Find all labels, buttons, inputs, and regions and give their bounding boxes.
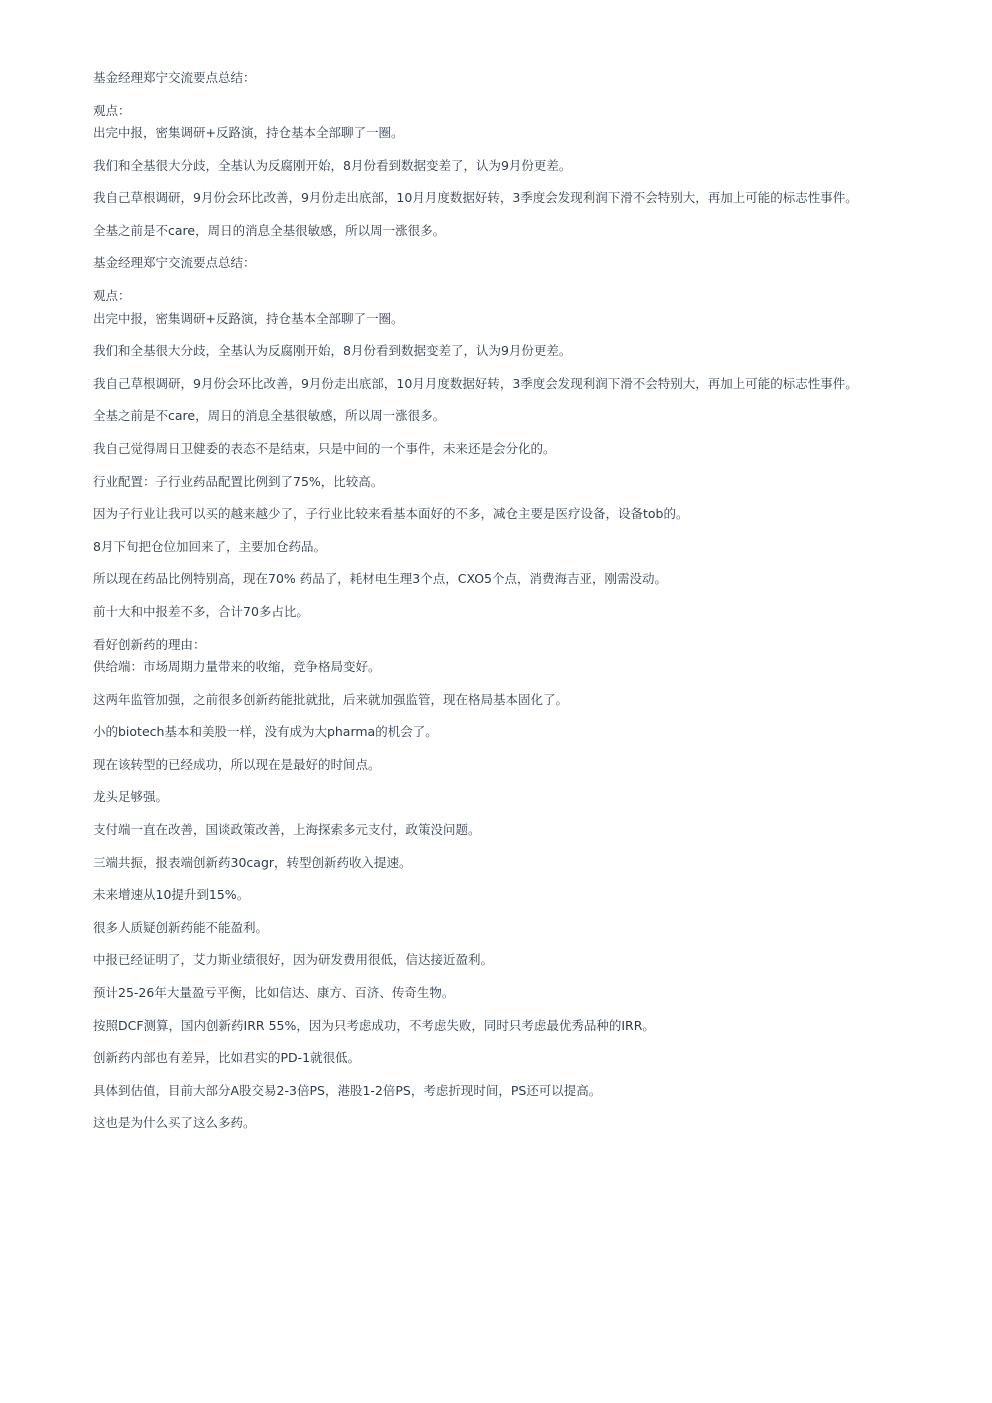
paragraph: 8月下旬把仓位加回来了，主要加仓药品。 [93,538,326,554]
paragraph: 行业配置：子行业药品配置比例到了75%，比较高。 [93,473,384,489]
paragraph: 小的biotech基本和美股一样，没有成为大pharma的机会了。 [93,724,438,740]
paragraph: 创新药内部也有差异，比如君实的PD-1就很低。 [93,1050,361,1066]
paragraph: 基金经理郑宁交流要点总结： [93,70,256,85]
paragraph: 很多人质疑创新药能不能盈利。 [93,919,269,935]
paragraph: 我们和全基很大分歧，全基认为反腐刚开始，8月份看到数据变差了，认为9月份更差。 [93,157,572,173]
paragraph: 未来增速从10提升到15%。 [93,887,250,903]
paragraph: 中报已经证明了，艾力斯业绩很好，因为研发费用很低，信达接近盈利。 [93,952,494,968]
paragraph: 全基之前是不care，周日的消息全基很敏感，所以周一涨很多。 [93,222,446,238]
paragraph: 现在该转型的已经成功，所以现在是最好的时间点。 [93,756,381,772]
paragraph: 观点： [93,288,131,304]
paragraph: 具体到估值，目前大部分A股交易2-3倍PS，港股1-2倍PS，考虑折现时间，PS还可以提高。 [93,1082,602,1098]
paragraph: 我们和全基很大分歧，全基认为反腐刚开始，8月份看到数据变差了，认为9月份更差。 [93,343,572,359]
paragraph: 观点： [93,102,131,118]
paragraph: 预计25-26年大量盈亏平衡，比如信达、康方、百济、传奇生物。 [93,984,455,1000]
paragraph: 我自己草根调研，9月份会环比改善，9月份走出底部，10月月度数据好转，3季度会发现利润下滑不会特别大，再加上可能的标志性事件。 [93,190,858,206]
paragraph: 这也是为什么买了这么多药。 [93,1115,256,1131]
paragraph: 按照DCF测算，国内创新药IRR 55%，因为只考虑成功，不考虑失败，同时只考虑最优秀品种的IRR。 [93,1017,655,1033]
paragraph: 因为子行业让我可以买的越来越少了，子行业比较来看基本面好的不多，减仓主要是医疗设备，设备tob的。 [93,506,689,522]
paragraph: 基金经理郑宁交流要点总结： [93,255,256,271]
paragraph: 龙头足够强。 [93,789,169,805]
paragraph: 前十大和中报差不多，合计70多占比。 [93,603,309,619]
paragraph: 所以现在药品比例特别高，现在70% 药品了，耗材电生理3个点，CXO5个点，消费海吉亚，刚需没动。 [93,571,667,587]
paragraph: 看好创新药的理由： [93,636,206,652]
paragraph: 三端共振，报表端创新药30cagr，转型创新药收入提速。 [93,854,412,870]
paragraph: 我自己草根调研，9月份会环比改善，9月份走出底部，10月月度数据好转，3季度会发现利润下滑不会特别大，再加上可能的标志性事件。 [93,375,858,391]
paragraph: 全基之前是不care，周日的消息全基很敏感，所以周一涨很多。 [93,408,446,424]
document-body [93,70,953,1148]
paragraph: 出完中报，密集调研+反路演，持仓基本全部聊了一圈。 [93,310,404,326]
paragraph: 支付端一直在改善，国谈政策改善，上海探索多元支付，政策没问题。 [93,821,481,837]
paragraph: 我自己觉得周日卫健委的表态不是结束，只是中间的一个事件，未来还是会分化的。 [93,440,556,456]
paragraph: 供给端：市场周期力量带来的收缩，竞争格局变好。 [93,659,381,674]
paragraph: 这两年监管加强，之前很多创新药能批就批，后来就加强监管，现在格局基本固化了。 [93,691,569,707]
paragraph: 出完中报，密集调研+反路演，持仓基本全部聊了一圈。 [93,125,404,141]
